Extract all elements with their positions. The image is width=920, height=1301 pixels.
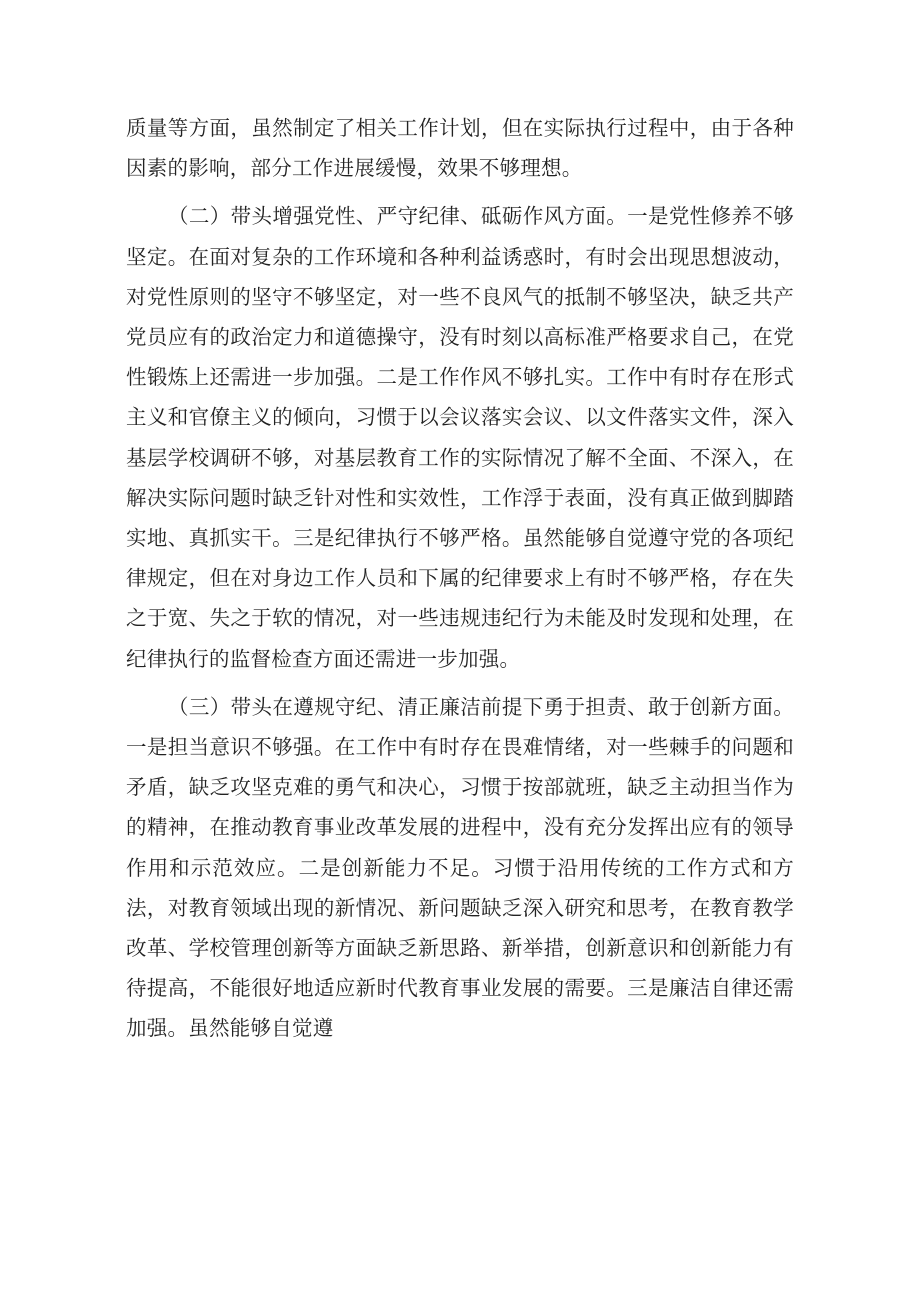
paragraph-section-three: （三）带头在遵规守纪、清正廉洁前提下勇于担责、敢于创新方面。一是担当意识不够强。在工作中有时存在畏难情绪，对一些棘手的问题和矛盾，缺乏攻坚克难的勇气和决心，习惯于按部就班，缺乏主动担当作为的精神，在推动教育事业改革发展的进程中，没有充分发挥出应有的领导作用和示范效应。二是创新能力不足。习惯于沿用传统的工作方式和方法，对教育领域出现的新情况、新问题缺乏深入研究和思考，在教育教学改革、学校管理创新等方面缺乏新思路、新举措，创新意识和创新能力有待提高，不能很好地适应新时代教育事业发展的需要。三是廉洁自律还需加强。虽然能够自觉遵 xyxy=(126,694,794,1041)
paragraph-section-two: （二）带头增强党性、严守纪律、砥砺作风方面。一是党性修养不够坚定。在面对复杂的工作环境和各种利益诱惑时，有时会出现思想波动，对党性原则的坚守不够坚定，对一些不良风气的抵制不够坚决，缺乏共产党员应有的政治定力和道德操守，没有时刻以高标准严格要求自己，在党性锻炼上还需进一步加强。二是工作作风不够扎实。工作中有时存在形式主义和官僚主义的倾向，习惯于以会议落实会议、以文件落实文件，深入基层学校调研不够，对基层教育工作的实际情况了解不全面、不深入，在解决实际问题时缺乏针对性和实效性，工作浮于表面，没有真正做到脚踏实地、真抓实干。三是纪律执行不够严格。虽然能够自觉遵守党的各项纪律规定，但在对身边工作人员和下属的纪律要求上有时不够严格，存在失之于宽、失之于软的情况，对一些违规违纪行为未能及时发现和处理，在纪律执行的监督检查方面还需进一步加强。 xyxy=(126,204,794,671)
paragraph-continuation: 质量等方面，虽然制定了相关工作计划，但在实际执行过程中，由于各种因素的影响，部分工作进展缓慢，效果不够理想。 xyxy=(126,116,794,181)
document-body xyxy=(126,108,794,1049)
